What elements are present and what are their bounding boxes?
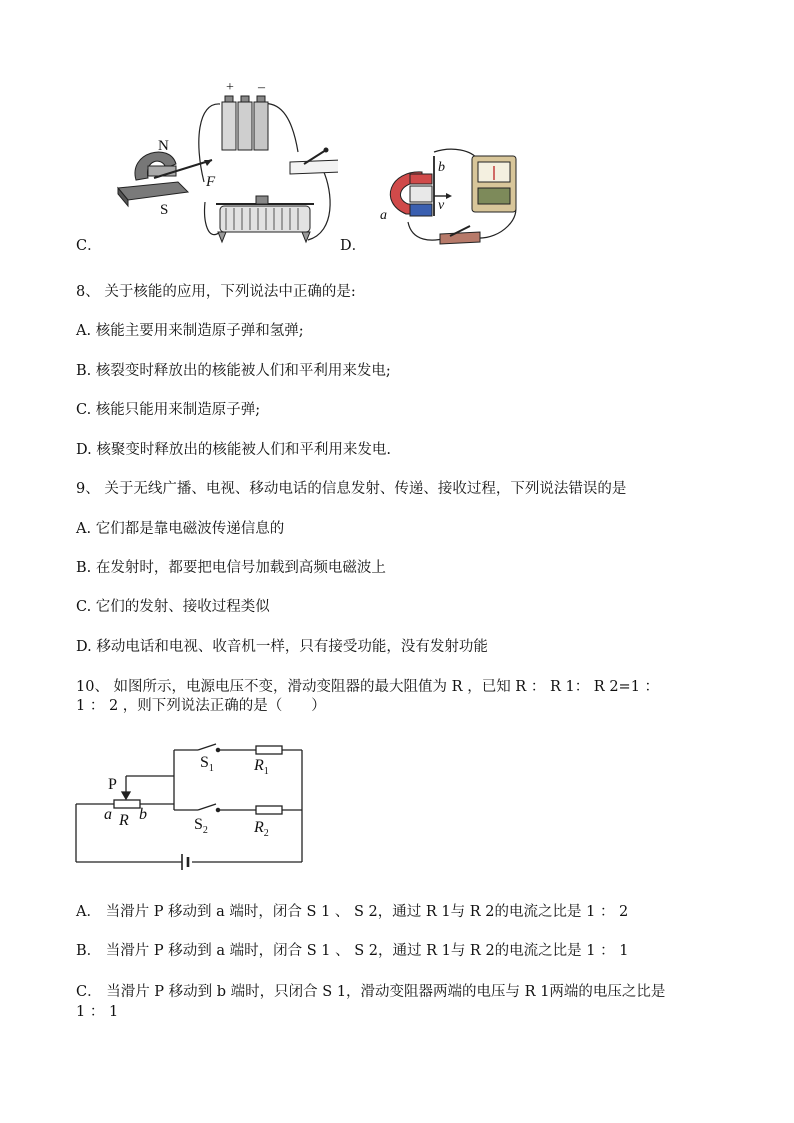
q10-option-a: A． 当滑片 P 移动到 a 端时，闭合 S 1 、 S 2，通过 R 1与 R 2的电流之比是 1 ： 2 — [76, 904, 629, 920]
slider-p-label: P — [108, 776, 117, 793]
q9-option-d: D. 移动电话和电视、收音机一样，只有接受功能，没有发射功能 — [76, 639, 488, 655]
q9-option-b: B. 在发射时，都要把电信号加载到高频电磁波上 — [76, 560, 386, 576]
q9-stem: 9、 关于无线广播、电视、移动电话的信息发射、传递、接收过程，下列说法错误的是 — [76, 481, 627, 497]
north-pole-label: N — [158, 138, 169, 154]
galvanometer-icon — [472, 156, 516, 212]
q10-stem-line2: 1 ： 2 ，则下列说法正确的是（ ） — [76, 698, 326, 714]
switch-s2-subscript: 2 — [202, 825, 208, 837]
battery-icon — [222, 96, 268, 150]
conductor-end-a-label: a — [380, 208, 387, 223]
switch-icon — [290, 148, 338, 175]
q8-option-b: B. 核裂变时释放出的核能被人们和平利用来发电; — [76, 363, 391, 379]
switch-s1-subscript: 1 — [208, 763, 214, 775]
resistor-r2-letter: R — [254, 819, 264, 836]
magnet-icon — [118, 152, 212, 206]
q10-stem-line1: 10、 如图所示，电源电压不变，滑动变阻器的最大阻值为 R ，已知 R ： R 1： R 2=1 ： — [76, 679, 660, 695]
q10-option-b: B． 当滑片 P 移动到 a 端时，闭合 S 1 、 S 2，通过 R 1与 R 2的电流之比是 1 ： 1 — [76, 943, 629, 959]
circuit-drawing — [70, 740, 310, 870]
resistor-r1-letter: R — [254, 757, 264, 774]
rheostat-end-a-label: a — [104, 806, 112, 823]
figure-d — [372, 146, 532, 250]
conductor-end-b-label: b — [438, 160, 445, 175]
resistor-r1-label — [254, 757, 269, 777]
velocity-label: v — [438, 198, 445, 213]
rheostat-end-b-label: b — [139, 806, 147, 823]
rheostat-icon — [216, 196, 314, 242]
resistor-r2-label — [254, 819, 269, 839]
q10-option-c-cont: 1 ： 1 — [76, 1004, 119, 1020]
resistor-r2-subscript: 2 — [263, 828, 269, 840]
q8-stem: 8、 关于核能的应用，下列说法中正确的是: — [76, 284, 356, 300]
switch-s2-letter: S — [194, 816, 203, 833]
horseshoe-magnet-icon — [390, 172, 432, 216]
circuit-diagram — [70, 740, 310, 870]
q9-option-c: C. 它们的发射、接收过程类似 — [76, 599, 270, 615]
option-d-figure-label: D． — [340, 238, 367, 254]
q8-option-d: D. 核聚变时释放出的核能被人们和平利用来发电. — [76, 442, 391, 458]
q10-option-c: C． 当滑片 P 移动到 b 端时，只闭合 S 1，滑动变阻器两端的电压与 R 1两端的电压之比是 — [76, 984, 666, 1000]
figure-c — [108, 82, 338, 252]
resistor-r1-subscript: 1 — [263, 766, 269, 778]
option-c-figure-label: C． — [76, 238, 102, 254]
south-pole-label: S — [160, 202, 169, 218]
switch-s2-label — [194, 816, 208, 836]
switch-s1-letter: S — [200, 754, 209, 771]
rheostat-r-label: R — [119, 812, 129, 829]
switch-icon — [440, 226, 480, 244]
force-label: F — [206, 174, 216, 190]
figure-d-drawing — [372, 146, 532, 250]
q9-option-a: A. 它们都是靠电磁波传递信息的 — [76, 521, 285, 537]
battery-plus-label: + — [226, 80, 234, 95]
switch-s1-label — [200, 754, 214, 774]
battery-minus-label: – — [258, 80, 265, 95]
q8-option-c: C. 核能只能用来制造原子弹; — [76, 402, 261, 418]
figure-c-drawing — [108, 82, 338, 252]
q8-option-a: A. 核能主要用来制造原子弹和氢弹; — [76, 323, 304, 339]
